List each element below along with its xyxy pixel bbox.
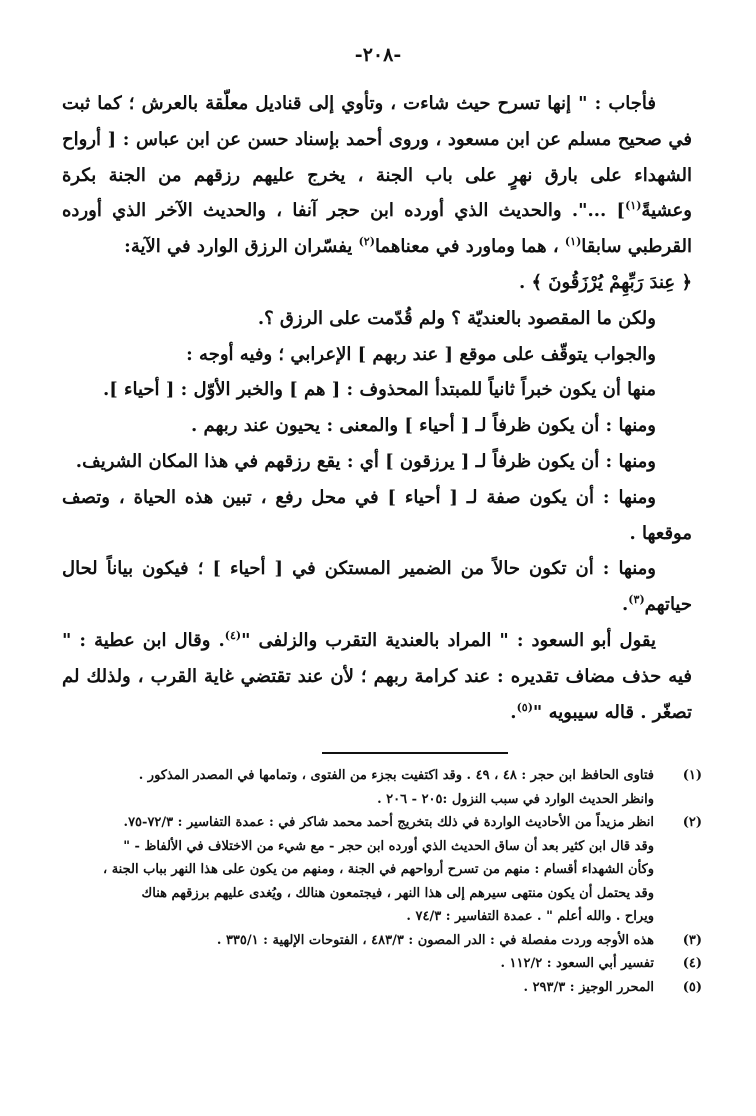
paragraph-aspect-3: ومنها : أن يكون ظرفاً لـ [ يرزقون ] أي : يقع رزقهم في هذا المكان الشريف. (75, 450, 656, 472)
paragraph-aspect-2: ومنها : أن يكون ظرفاً لـ [ أحياء ] والمعنى : يحيون عند ربهم . (190, 415, 656, 437)
page-number: -٢٠٨- (354, 44, 402, 66)
footnote-line: وقد قال ابن كثير بعد أن ساق الحديث الذي أورده ابن حجر - مع شيء من الاختلاف في الألفاظ - " (123, 838, 654, 854)
text-run: . (510, 701, 517, 723)
footnote-line: وانظر الحديث الوارد في سبب النزول :٢٠٥ - ٢٠٦ . (377, 791, 654, 807)
text-run: فأجاب : " إنها تسرح حيث شاءت ، وتأوي إلى قناديل معلّقة بالعرش ؛ كما ثبت في صحيح مسلم عن ابن مسعود ، وروى أحمد بإسناد حسن عن ابن عباس : [ أرواح الشهداء على بارق نهرٍ على باب الجنة ، يخرج عليهم رزقهم من الجنة بكرة وعشيةً (62, 93, 692, 222)
footnote (64, 811, 702, 929)
paragraph-answer (62, 86, 692, 301)
paragraph-quotes (62, 623, 692, 730)
text-run: . (622, 594, 629, 616)
paragraph-question: ولكن ما المقصود بالعنديّة ؟ ولم قُدّمت على الرزق ؟. (257, 307, 656, 329)
footnote-line: وقد يحتمل أن يكون منتهى سيرهم إلى هذا النهر ، فيجتمعون هنالك ، ويُغدى عليهم برزقهم هناك (141, 885, 654, 901)
footnote (64, 952, 702, 976)
footnote-line: تفسير أبي السعود : ١١٢/٢ . (500, 956, 654, 971)
footnote-ref: (١) (564, 235, 582, 249)
footnote-ref: (٥) (516, 700, 533, 714)
footnote-number: (٢) (682, 815, 702, 830)
footnote-line: هذه الأوجه وردت مفصلة في : الدر المصون : ٤٨٣/٣ ، الفتوحات الإلهية : ٣٣٥/١ . (216, 932, 654, 948)
text-run: ومنها : أن تكون حالاً من الضمير المستكن في [ أحياء ] ؛ فيكون بياناً لحال حياتهم (62, 558, 692, 616)
paragraph-aspect-5 (62, 551, 692, 623)
footnote-ref: (٤) (224, 628, 242, 642)
footnote-ref: (١) (625, 199, 642, 213)
footnote-text (64, 764, 654, 811)
footnote-separator (322, 752, 508, 754)
quran-verse: ﴿ عِندَ رَبِّهِمْ يُرْزَقُونَ ﴾ . (518, 271, 692, 293)
footnote (64, 929, 702, 953)
paragraph-aspect-4: ومنها : أن يكون صفة لـ [ أحياء ] في محل رفع ، تبين هذه الحياة ، وتصف موقعها . (62, 486, 692, 544)
footnote-number: (٥) (682, 979, 702, 995)
footnote (64, 764, 702, 811)
text-run: ، هما وماورد في معناهما (374, 236, 565, 258)
footnote-line: فتاوى الحافظ ابن حجر : ٤٨ ، ٤٩ . وقد اكتفيت بجزء من الفتوى ، وتمامها في المصدر المذكور . (138, 768, 654, 783)
footnote-line: ويراح . والله أعلم " . عمدة التفاسير : ٧٤/٣ . (406, 909, 654, 924)
footnote-line: المحرر الوجيز : ٢٩٣/٣ . (523, 979, 654, 995)
text-run: يقول أبو السعود : " المراد بالعندية التقرب والزلفى " (241, 629, 656, 651)
main-text (62, 86, 692, 730)
text-run: ] ...". والحديث الذي أورده ابن حجر آنفا ، والحديث الآخر الذي أورده القرطبي سابقا (62, 200, 692, 258)
footnote-text (64, 952, 654, 976)
text-run: يفسّران الرزق الوارد في الآية: (124, 236, 359, 258)
footnote (64, 976, 702, 1000)
footnote-number: (٤) (682, 956, 702, 971)
footnote-line: انظر مزيداً من الأحاديث الواردة في ذلك بتخريج أحمد محمد شاكر في : عمدة التفاسير : ٧٢/٣-٧٥. (123, 815, 654, 830)
footnote-text (64, 811, 654, 929)
paragraph-aspect-1: منها أن يكون خبراً ثانياً للمبتدأ المحذوف : [ هم ] والخبر الأوّل : [ أحياء ]. (103, 379, 656, 401)
footnotes (64, 764, 702, 999)
footnote-ref: (٣) (628, 593, 645, 607)
footnote-number: (٣) (682, 932, 702, 948)
paragraph-answer-intro: والجواب يتوقّف على موقع [ عند ربهم ] الإعرابي ؛ وفيه أوجه : (186, 343, 656, 365)
footnote-ref: (٢) (358, 235, 375, 249)
text-run: . وقال ابن عطية : " فيه حذف مضاف تقديره : عند كرامة ربهم ؛ لأن عند تقتضي غاية القرب ، ولذلك لم تصغّر . قاله سيبويه " (62, 629, 692, 723)
footnote-line: وكأن الشهداء أقسام : منهم من تسرح أرواحهم في الجنة ، ومنهم من يكون على هذا النهر بباب الجنة ، (102, 862, 654, 877)
footnote-text (64, 976, 654, 1000)
footnote-text (64, 929, 654, 953)
footnote-number: (١) (682, 768, 702, 783)
